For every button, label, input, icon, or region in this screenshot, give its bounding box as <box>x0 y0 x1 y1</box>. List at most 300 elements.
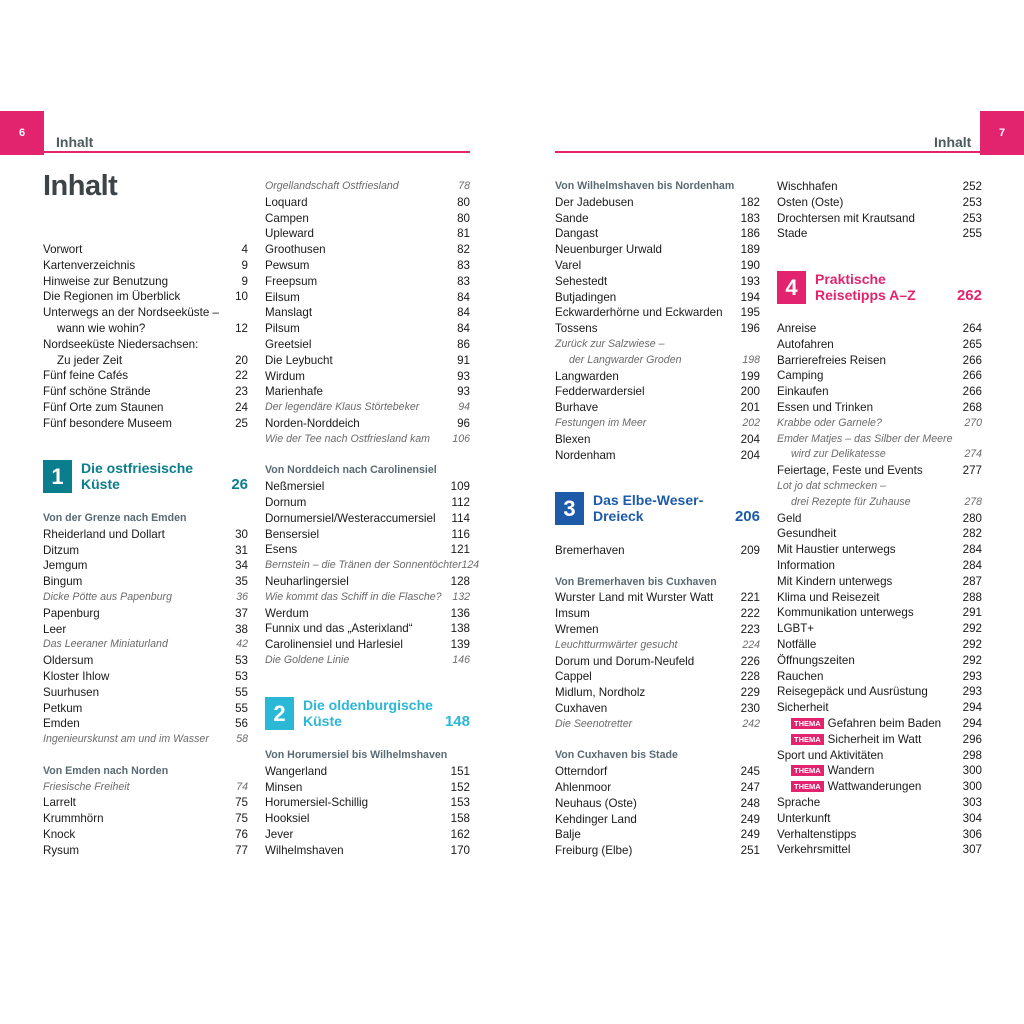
toc-entry[interactable] <box>777 684 982 699</box>
section-heading[interactable] <box>43 764 248 779</box>
toc-entry-page: 264 <box>962 322 982 335</box>
toc-entry[interactable] <box>555 764 760 779</box>
toc-entry-page: 303 <box>962 796 982 809</box>
toc-entry-text: Die Regionen im Überblick <box>43 290 181 304</box>
toc-entry[interactable] <box>43 289 248 304</box>
toc-entry[interactable] <box>555 669 760 684</box>
toc-entry[interactable] <box>555 305 760 320</box>
toc-entry[interactable] <box>555 274 760 289</box>
toc-entry-title <box>555 211 589 226</box>
toc-entry-text: Von Wilhelmshaven bis Nordenham <box>555 180 735 192</box>
toc-entry[interactable] <box>43 353 248 368</box>
toc-entry[interactable] <box>265 321 470 336</box>
toc-entry[interactable] <box>777 226 982 241</box>
toc-entry[interactable] <box>43 716 248 731</box>
toc-entry-title <box>43 732 209 747</box>
toc-entry[interactable] <box>555 812 760 827</box>
toc-entry[interactable] <box>777 353 982 368</box>
toc-entry-page: 84 <box>457 306 470 320</box>
toc-entry-text: LGBT+ <box>777 622 815 636</box>
toc-entry[interactable] <box>265 416 470 431</box>
toc-entry-text: Gesundheit <box>777 527 837 541</box>
toc-entry-text: Zurück zur Salzwiese – <box>555 338 665 350</box>
toc-entry-page: 293 <box>962 669 982 683</box>
toc-entry[interactable] <box>777 400 982 415</box>
toc-entry-title <box>777 226 807 241</box>
toc-entry[interactable] <box>265 400 470 415</box>
toc-entry[interactable] <box>265 211 470 226</box>
toc-entry[interactable] <box>555 843 760 858</box>
toc-entry-text: Von Emden nach Norden <box>43 764 169 777</box>
toc-entry-title <box>265 337 311 352</box>
toc-entry-page: 268 <box>962 401 982 414</box>
toc-entry-page: 42 <box>236 638 248 651</box>
toc-entry[interactable] <box>777 779 982 794</box>
toc-entry[interactable] <box>43 242 248 257</box>
toc-entry[interactable] <box>555 226 760 241</box>
toc-entry[interactable] <box>777 621 982 636</box>
toc-entry[interactable] <box>555 638 760 653</box>
toc-entry-page: 298 <box>962 748 982 762</box>
toc-entry-title <box>555 432 590 447</box>
toc-entry-page: 9 <box>241 258 248 272</box>
toc-entry-page: 106 <box>452 432 470 445</box>
toc-entry-title <box>43 274 168 289</box>
toc-entry[interactable] <box>265 764 470 779</box>
toc-entry[interactable] <box>265 495 470 510</box>
toc-entry[interactable] <box>43 780 248 795</box>
toc-entry[interactable] <box>777 763 982 778</box>
toc-entry-page: 58 <box>236 733 248 746</box>
toc-entry-page: 209 <box>740 544 760 557</box>
toc-entry[interactable] <box>555 685 760 700</box>
toc-entry-text: Notfälle <box>777 638 817 651</box>
toc-entry[interactable] <box>555 195 760 210</box>
toc-entry[interactable] <box>777 669 982 684</box>
chapter-1-heading[interactable] <box>43 460 248 493</box>
toc-entry[interactable] <box>777 463 982 478</box>
thema-badge: THEMA <box>791 765 824 776</box>
toc-entry-page: 116 <box>451 527 470 541</box>
toc-entry[interactable] <box>43 685 248 700</box>
toc-entry[interactable] <box>555 337 760 352</box>
toc-entry[interactable] <box>43 795 248 810</box>
chapter-title-line-2: Küste <box>303 713 342 729</box>
toc-entry[interactable] <box>777 653 982 668</box>
toc-entry[interactable] <box>777 700 982 715</box>
toc-entry[interactable] <box>555 654 760 669</box>
toc-entry-title <box>777 179 838 194</box>
toc-entry-title <box>777 779 921 794</box>
toc-entry-text: Von der Grenze nach Emden <box>43 512 187 524</box>
toc-entry-page: 93 <box>457 385 470 399</box>
toc-entry-text: Petkum <box>43 701 83 715</box>
chapter-title-line-2: Küste <box>81 476 120 492</box>
toc-entry-text: Neßmersiel <box>265 480 325 494</box>
toc-entry[interactable] <box>555 242 760 257</box>
toc-entry-title <box>555 796 637 811</box>
toc-entry-page: 247 <box>740 781 760 794</box>
toc-entry[interactable] <box>555 369 760 384</box>
toc-entry-title <box>777 368 823 383</box>
toc-entry-title <box>555 226 598 241</box>
toc-entry-title <box>555 353 681 368</box>
toc-entry-text: Sport und Aktivitäten <box>777 748 884 762</box>
toc-entry-page: 242 <box>742 717 760 730</box>
toc-entry-text: Esens <box>265 543 298 557</box>
toc-entry-title <box>555 448 616 463</box>
toc-entry[interactable] <box>777 179 982 194</box>
toc-entry[interactable] <box>43 305 248 320</box>
toc-entry-page: 109 <box>450 480 470 494</box>
toc-entry[interactable] <box>777 416 982 431</box>
chapter-title-line-2: Dreieck <box>593 508 644 524</box>
toc-entry-page: 266 <box>962 353 982 367</box>
toc-entry-text: Das Leeraner Miniaturland <box>43 638 168 651</box>
toc-entry-text: Von Bremerhaven bis Cuxhaven <box>555 575 717 588</box>
toc-entry[interactable] <box>777 447 982 462</box>
toc-entry-title <box>265 606 309 621</box>
toc-entry-text: Die Leybucht <box>265 353 333 367</box>
toc-entry[interactable] <box>777 495 982 510</box>
toc-entry-title <box>555 575 717 590</box>
toc-entry[interactable] <box>43 543 248 558</box>
toc-entry[interactable] <box>777 716 982 731</box>
toc-entry[interactable] <box>43 843 248 858</box>
toc-entry[interactable] <box>265 258 470 273</box>
toc-entry[interactable] <box>43 384 248 399</box>
toc-entry-title <box>43 622 66 637</box>
toc-entry-text: Dorum und Dorum-Neufeld <box>555 654 695 668</box>
toc-entry-text: Bernstein – die Tränen der Sonnentöchter <box>265 559 462 572</box>
toc-entry[interactable] <box>265 353 470 368</box>
toc-entry-page: 37 <box>235 606 248 620</box>
toc-entry[interactable] <box>777 542 982 557</box>
toc-entry[interactable] <box>265 827 470 842</box>
toc-entry-text: Wattwanderungen <box>827 780 922 794</box>
toc-entry-text: Camping <box>777 369 824 383</box>
toc-entry[interactable] <box>43 637 248 652</box>
toc-entry-text: Oldersum <box>43 654 94 668</box>
toc-entry[interactable] <box>43 574 248 589</box>
toc-entry-text: wann wie wohin? <box>57 322 146 335</box>
toc-entry[interactable] <box>777 337 982 352</box>
toc-entry-title <box>777 416 882 431</box>
toc-entry[interactable] <box>265 305 470 320</box>
toc-entry-page: 296 <box>962 732 982 746</box>
toc-entry-text: Der legendäre Klaus Störtebeker <box>265 401 420 414</box>
toc-entry-page: 224 <box>742 638 760 651</box>
toc-entry[interactable] <box>43 368 248 383</box>
toc-entry-text: Suurhusen <box>43 685 100 699</box>
toc-entry[interactable] <box>777 558 982 573</box>
toc-entry-page: 152 <box>450 780 470 794</box>
toc-entry[interactable] <box>555 416 760 431</box>
toc-entry-page: 84 <box>457 290 470 304</box>
toc-entry-text: Larrelt <box>43 796 76 810</box>
toc-entry-text: Greetsiel <box>265 338 312 351</box>
toc-entry[interactable] <box>555 590 760 605</box>
page-number-right: 7 <box>998 127 1006 139</box>
toc-entry-text: Die Seenotretter <box>555 717 633 730</box>
toc-entry[interactable] <box>777 526 982 541</box>
chapter-title-line-1: Praktische <box>815 271 886 287</box>
toc-entry-title <box>265 780 302 795</box>
toc-entry-page: 292 <box>962 622 982 636</box>
toc-entry[interactable] <box>265 542 470 557</box>
toc-entry-title <box>43 590 172 605</box>
toc-entry[interactable] <box>265 621 470 636</box>
section-heading[interactable] <box>265 463 470 478</box>
toc-entry[interactable] <box>43 701 248 716</box>
toc-entry[interactable] <box>555 827 760 842</box>
page-number-tab-right <box>980 111 1024 155</box>
toc-entry[interactable] <box>777 195 982 210</box>
toc-entry-text: Kloster Ihlow <box>43 670 110 683</box>
toc-entry-title <box>265 226 314 241</box>
toc-entry[interactable] <box>265 653 470 668</box>
toc-entry[interactable] <box>555 448 760 463</box>
toc-entry[interactable] <box>265 179 470 194</box>
toc-entry[interactable] <box>43 653 248 668</box>
toc-entry[interactable] <box>777 732 982 747</box>
toc-entry-title <box>43 606 100 621</box>
toc-entry[interactable] <box>265 590 470 605</box>
toc-entry-title <box>555 827 581 842</box>
toc-entry[interactable] <box>555 258 760 273</box>
toc-entry[interactable] <box>555 622 760 637</box>
toc-entry[interactable] <box>43 400 248 415</box>
toc-entry[interactable] <box>265 242 470 257</box>
toc-entry[interactable] <box>43 558 248 573</box>
toc-entry[interactable] <box>777 842 982 857</box>
toc-entry-text: Verhaltenstipps <box>777 827 857 841</box>
toc-entry-title <box>777 463 923 478</box>
section-heading[interactable] <box>555 575 760 590</box>
toc-entry-page: 38 <box>235 622 248 636</box>
toc-entry[interactable] <box>265 226 470 241</box>
toc-entry[interactable] <box>555 290 760 305</box>
toc-entry-page: 35 <box>235 575 248 589</box>
toc-entry-page: 202 <box>742 417 760 429</box>
toc-entry-text: Hinweise zur Benutzung <box>43 274 169 288</box>
toc-entry-page: 96 <box>457 417 470 430</box>
toc-entry-text: Wie der Tee nach Ostfriesland kam <box>265 432 430 445</box>
toc-entry[interactable] <box>777 811 982 826</box>
toc-entry[interactable] <box>265 384 470 399</box>
toc-entry-page: 153 <box>450 796 470 810</box>
toc-entry-text: Festungen im Meer <box>555 417 647 429</box>
toc-entry[interactable] <box>43 337 248 352</box>
toc-entry-page: 265 <box>962 337 982 351</box>
toc-entry-title <box>265 558 462 573</box>
toc-entry-page: 248 <box>740 796 760 810</box>
toc-entry-page: 183 <box>740 211 760 225</box>
toc-entry[interactable] <box>777 590 982 605</box>
toc-entry-page: 10 <box>235 290 248 304</box>
toc-entry-text: Ingenieurskunst am und im Wasser <box>43 733 209 746</box>
toc-entry-text: Vorwort <box>43 243 83 256</box>
toc-entry[interactable] <box>777 605 982 620</box>
toc-entry[interactable] <box>777 384 982 399</box>
toc-entry-title <box>555 416 646 431</box>
toc-entry[interactable] <box>777 795 982 810</box>
toc-entry-page: 199 <box>740 369 760 383</box>
toc-entry-page: 162 <box>450 828 470 841</box>
toc-entry-title <box>43 242 82 257</box>
toc-entry[interactable] <box>265 527 470 542</box>
toc-entry[interactable] <box>777 574 982 589</box>
toc-entry[interactable] <box>777 511 982 526</box>
toc-entry[interactable] <box>43 590 248 605</box>
toc-entry[interactable] <box>43 669 248 684</box>
toc-entry-text: Funnix und das „Asterixland“ <box>265 622 413 636</box>
toc-entry-page: 75 <box>235 812 248 826</box>
toc-entry[interactable] <box>777 321 982 336</box>
toc-entry[interactable] <box>43 321 248 336</box>
toc-entry-page: 25 <box>235 416 248 430</box>
toc-entry-page: 24 <box>235 401 248 414</box>
toc-entry[interactable] <box>555 353 760 368</box>
toc-entry-title <box>265 621 413 636</box>
toc-entry[interactable] <box>555 606 760 621</box>
running-header-right: Inhalt <box>934 134 972 150</box>
toc-entry[interactable] <box>265 274 470 289</box>
page-title: Inhalt <box>43 170 118 202</box>
section-heading[interactable] <box>555 179 760 194</box>
toc-entry-text: Tossens <box>555 322 598 336</box>
toc-entry[interactable] <box>43 258 248 273</box>
toc-entry-title <box>555 654 694 669</box>
toc-entry-page: 146 <box>452 654 470 666</box>
toc-entry[interactable] <box>777 211 982 226</box>
section-heading[interactable] <box>555 748 760 763</box>
toc-entry[interactable] <box>43 622 248 637</box>
toc-entry-text: Lot jo dat schmecken – <box>777 480 886 492</box>
toc-entry[interactable] <box>265 195 470 210</box>
toc-entry[interactable] <box>555 780 760 795</box>
toc-entry[interactable] <box>43 827 248 842</box>
toc-entry[interactable] <box>265 795 470 810</box>
toc-entry-page: 274 <box>964 448 982 461</box>
toc-entry-text: Bensersiel <box>265 527 320 541</box>
chapter-2-heading[interactable] <box>265 697 470 730</box>
toc-entry[interactable] <box>265 606 470 621</box>
toc-entry[interactable] <box>265 432 470 447</box>
toc-entry[interactable] <box>777 368 982 383</box>
toc-entry[interactable] <box>265 780 470 795</box>
toc-entry-text: Bingum <box>43 575 83 589</box>
toc-entry[interactable] <box>555 384 760 399</box>
toc-entry-text: Fünf besondere Museem <box>43 416 172 430</box>
toc-entry-title <box>555 701 607 716</box>
toc-entry[interactable] <box>777 748 982 763</box>
toc-entry[interactable] <box>265 811 470 826</box>
toc-entry-page: 55 <box>235 701 248 715</box>
toc-entry-text: Ditzum <box>43 543 80 557</box>
toc-entry-page: 193 <box>740 274 760 288</box>
toc-entry[interactable] <box>777 432 982 447</box>
toc-entry-title <box>555 305 723 320</box>
toc-entry-text: Fünf feine Cafés <box>43 369 129 383</box>
toc-entry-text: Zu jeder Zeit <box>57 353 123 367</box>
toc-entry-title <box>265 305 312 320</box>
toc-entry[interactable] <box>777 479 982 494</box>
toc-entry[interactable] <box>265 479 470 494</box>
toc-entry[interactable] <box>777 637 982 652</box>
chapter-page: 148 <box>444 713 470 730</box>
toc-entry[interactable] <box>265 337 470 352</box>
toc-entry-text: Die Goldene Linie <box>265 654 350 666</box>
toc-entry[interactable] <box>555 796 760 811</box>
toc-entry[interactable] <box>555 543 760 558</box>
toc-entry[interactable] <box>555 400 760 415</box>
toc-entry-title <box>265 764 327 779</box>
toc-entry-page: 195 <box>740 306 760 320</box>
toc-entry[interactable] <box>777 827 982 842</box>
section-heading[interactable] <box>43 511 248 526</box>
toc-entry[interactable] <box>265 290 470 305</box>
toc-entry-title <box>265 795 368 810</box>
toc-entry[interactable] <box>265 511 470 526</box>
toc-entry[interactable] <box>43 527 248 542</box>
toc-entry-title <box>555 321 598 336</box>
toc-entry[interactable] <box>555 717 760 732</box>
toc-entry-title <box>777 669 823 684</box>
toc-entry[interactable] <box>265 558 480 573</box>
toc-entry-title <box>265 211 309 226</box>
toc-entry-title <box>43 558 87 573</box>
toc-entry-text: Leer <box>43 622 67 636</box>
toc-entry-page: 245 <box>740 765 760 779</box>
section-heading[interactable] <box>265 748 470 763</box>
toc-entry[interactable] <box>555 211 760 226</box>
toc-entry[interactable] <box>265 369 470 384</box>
toc-entry[interactable] <box>43 811 248 826</box>
toc-entry[interactable] <box>43 274 248 289</box>
toc-entry[interactable] <box>43 732 248 747</box>
toc-entry[interactable] <box>555 432 760 447</box>
toc-entry-page: 266 <box>962 385 982 399</box>
toc-entry-title <box>555 748 678 763</box>
toc-entry-title <box>777 526 836 541</box>
toc-entry-title <box>43 795 76 810</box>
thema-badge: THEMA <box>791 718 824 729</box>
toc-entry-text: Wandern <box>827 764 875 778</box>
toc-entry[interactable] <box>555 321 760 336</box>
toc-entry[interactable] <box>43 416 248 431</box>
toc-entry-title <box>555 622 599 637</box>
toc-entry-text: Carolinensiel und Harlesiel <box>265 638 403 652</box>
toc-entry-title <box>555 685 645 700</box>
toc-entry-title <box>43 368 128 383</box>
toc-entry-text: Freepsum <box>265 274 318 288</box>
toc-entry[interactable] <box>265 574 470 589</box>
toc-entry-title <box>265 574 349 589</box>
toc-entry[interactable] <box>265 637 470 652</box>
chapter-3-heading[interactable] <box>555 492 760 525</box>
toc-entry-title <box>777 558 835 573</box>
chapter-4-heading[interactable] <box>777 271 982 304</box>
toc-entry[interactable] <box>43 606 248 621</box>
toc-entry[interactable] <box>265 843 470 858</box>
toc-entry-text: Dicke Pötte aus Papenburg <box>43 591 172 603</box>
toc-entry-title <box>265 479 324 494</box>
toc-entry[interactable] <box>555 701 760 716</box>
chapter-page: 26 <box>231 476 248 493</box>
running-header-left: Inhalt <box>56 134 94 150</box>
toc-entry-text: Fedderwardersiel <box>555 385 645 399</box>
